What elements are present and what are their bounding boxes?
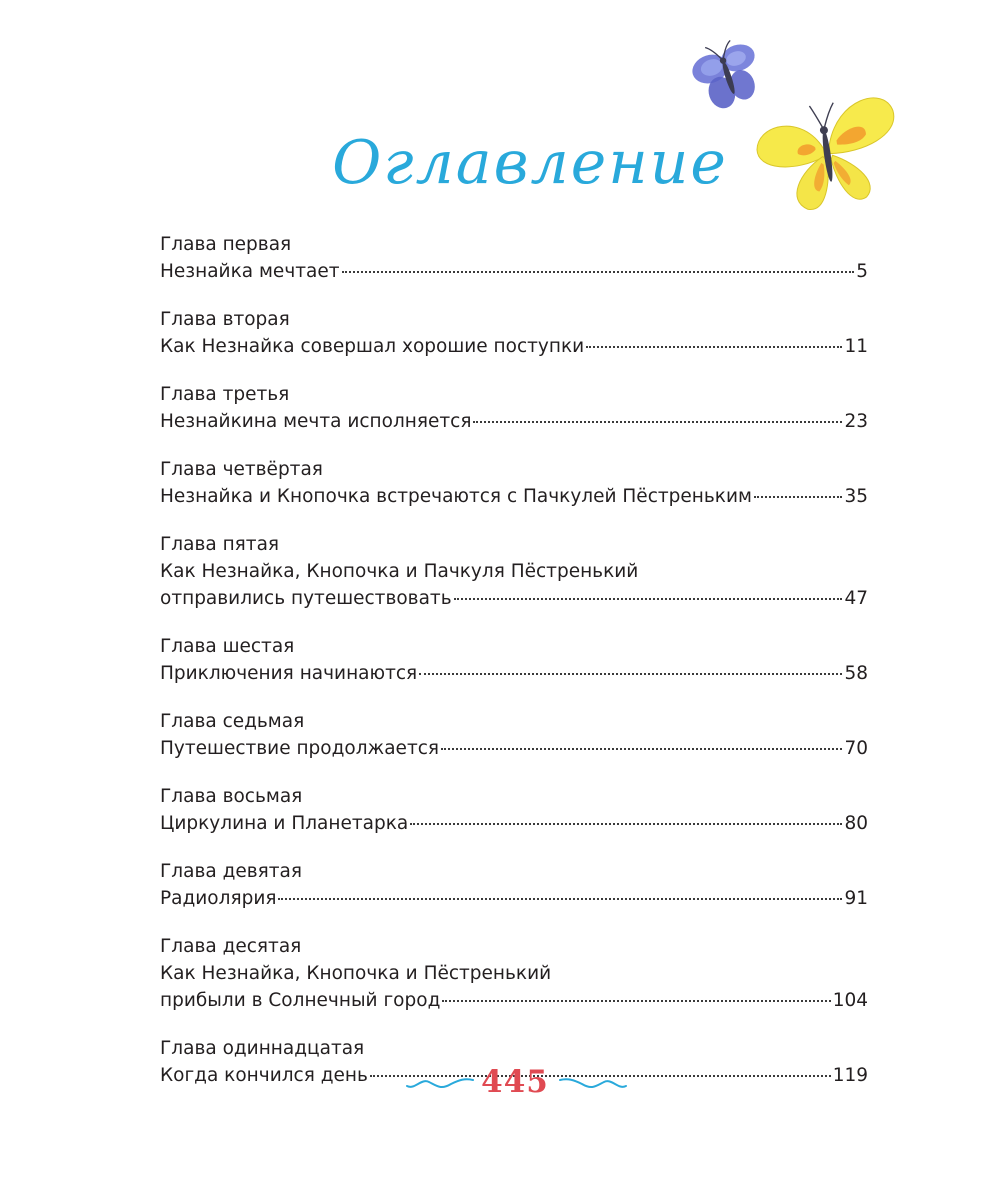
toc-entry[interactable] — [160, 708, 868, 762]
chapter-title: Радиолярия — [160, 888, 277, 909]
chapter-page-number: 70 — [844, 738, 868, 759]
toc-entry[interactable] — [160, 531, 868, 612]
chapter-title: Путешествие продолжается — [160, 738, 440, 759]
dot-leader — [342, 271, 855, 273]
toc-entry[interactable] — [160, 306, 868, 360]
chapter-page-number: 23 — [844, 411, 868, 432]
toc-entry[interactable] — [160, 933, 868, 1014]
swash-ornament-left — [405, 1070, 475, 1094]
page-number: 445 — [481, 1064, 549, 1100]
chapter-label: Глава пятая — [160, 534, 280, 555]
toc-entry[interactable] — [160, 858, 868, 912]
chapter-title: отправились путешествовать — [160, 588, 452, 609]
chapter-label: Глава четвёртая — [160, 459, 323, 480]
chapter-title-row — [160, 885, 868, 912]
chapter-page-number: 35 — [844, 486, 868, 507]
table-of-contents — [160, 231, 868, 1110]
chapter-title: прибыли в Солнечный город — [160, 990, 441, 1011]
chapter-title: Циркулина и Планетарка — [160, 813, 409, 834]
chapter-page-number: 47 — [844, 588, 868, 609]
chapter-label: Глава вторая — [160, 309, 290, 330]
dot-leader — [754, 496, 843, 498]
toc-entry[interactable] — [160, 783, 868, 837]
dot-leader — [454, 598, 843, 600]
chapter-title-row — [160, 483, 868, 510]
chapter-label: Глава одиннадцатая — [160, 1038, 365, 1059]
chapter-title-line: Как Незнайка, Кнопочка и Пёстренький — [160, 963, 552, 984]
page-title: Оглавление — [332, 128, 728, 198]
chapter-title: Незнайка и Кнопочка встречаются с Пачкулей Пёстреньким — [160, 486, 752, 507]
dot-leader — [442, 1000, 830, 1002]
swash-ornament-right — [558, 1070, 628, 1094]
dot-leader — [278, 898, 842, 900]
chapter-title-line: Как Незнайка, Кнопочка и Пачкуля Пёстренький — [160, 561, 639, 582]
chapter-title-row — [160, 333, 868, 360]
chapter-title: Когда кончился день — [160, 1065, 368, 1086]
chapter-title: Незнайкина мечта исполняется — [160, 411, 472, 432]
chapter-label: Глава девятая — [160, 861, 303, 882]
chapter-page-number: 11 — [844, 336, 868, 357]
dot-leader — [419, 673, 842, 675]
chapter-title-row — [160, 408, 868, 435]
dot-leader — [586, 346, 842, 348]
dot-leader — [473, 421, 842, 423]
chapter-page-number: 80 — [844, 813, 868, 834]
chapter-label: Глава десятая — [160, 936, 302, 957]
chapter-label: Глава третья — [160, 384, 290, 405]
chapter-page-number: 91 — [844, 888, 868, 909]
chapter-title-row — [160, 735, 868, 762]
dot-leader — [441, 748, 842, 750]
chapter-title-row — [160, 660, 868, 687]
chapter-label: Глава шестая — [160, 636, 295, 657]
chapter-title-row — [160, 585, 868, 612]
chapter-page-number: 104 — [832, 990, 868, 1011]
chapter-page-number: 119 — [832, 1065, 868, 1086]
toc-entry[interactable] — [160, 381, 868, 435]
chapter-title: Незнайка мечтает — [160, 261, 340, 282]
toc-entry[interactable] — [160, 231, 868, 285]
toc-entry[interactable] — [160, 456, 868, 510]
chapter-page-number: 58 — [844, 663, 868, 684]
chapter-title: Как Незнайка совершал хорошие поступки — [160, 336, 585, 357]
chapter-label: Глава первая — [160, 234, 292, 255]
chapter-title-row — [160, 258, 868, 285]
chapter-label: Глава седьмая — [160, 711, 305, 732]
page-footer — [0, 1062, 1000, 1102]
chapter-title: Приключения начинаются — [160, 663, 418, 684]
toc-entry[interactable] — [160, 633, 868, 687]
chapter-label: Глава восьмая — [160, 786, 303, 807]
chapter-title-row — [160, 987, 868, 1014]
dot-leader — [410, 823, 842, 825]
chapter-title-row — [160, 810, 868, 837]
chapter-page-number: 5 — [856, 261, 868, 282]
